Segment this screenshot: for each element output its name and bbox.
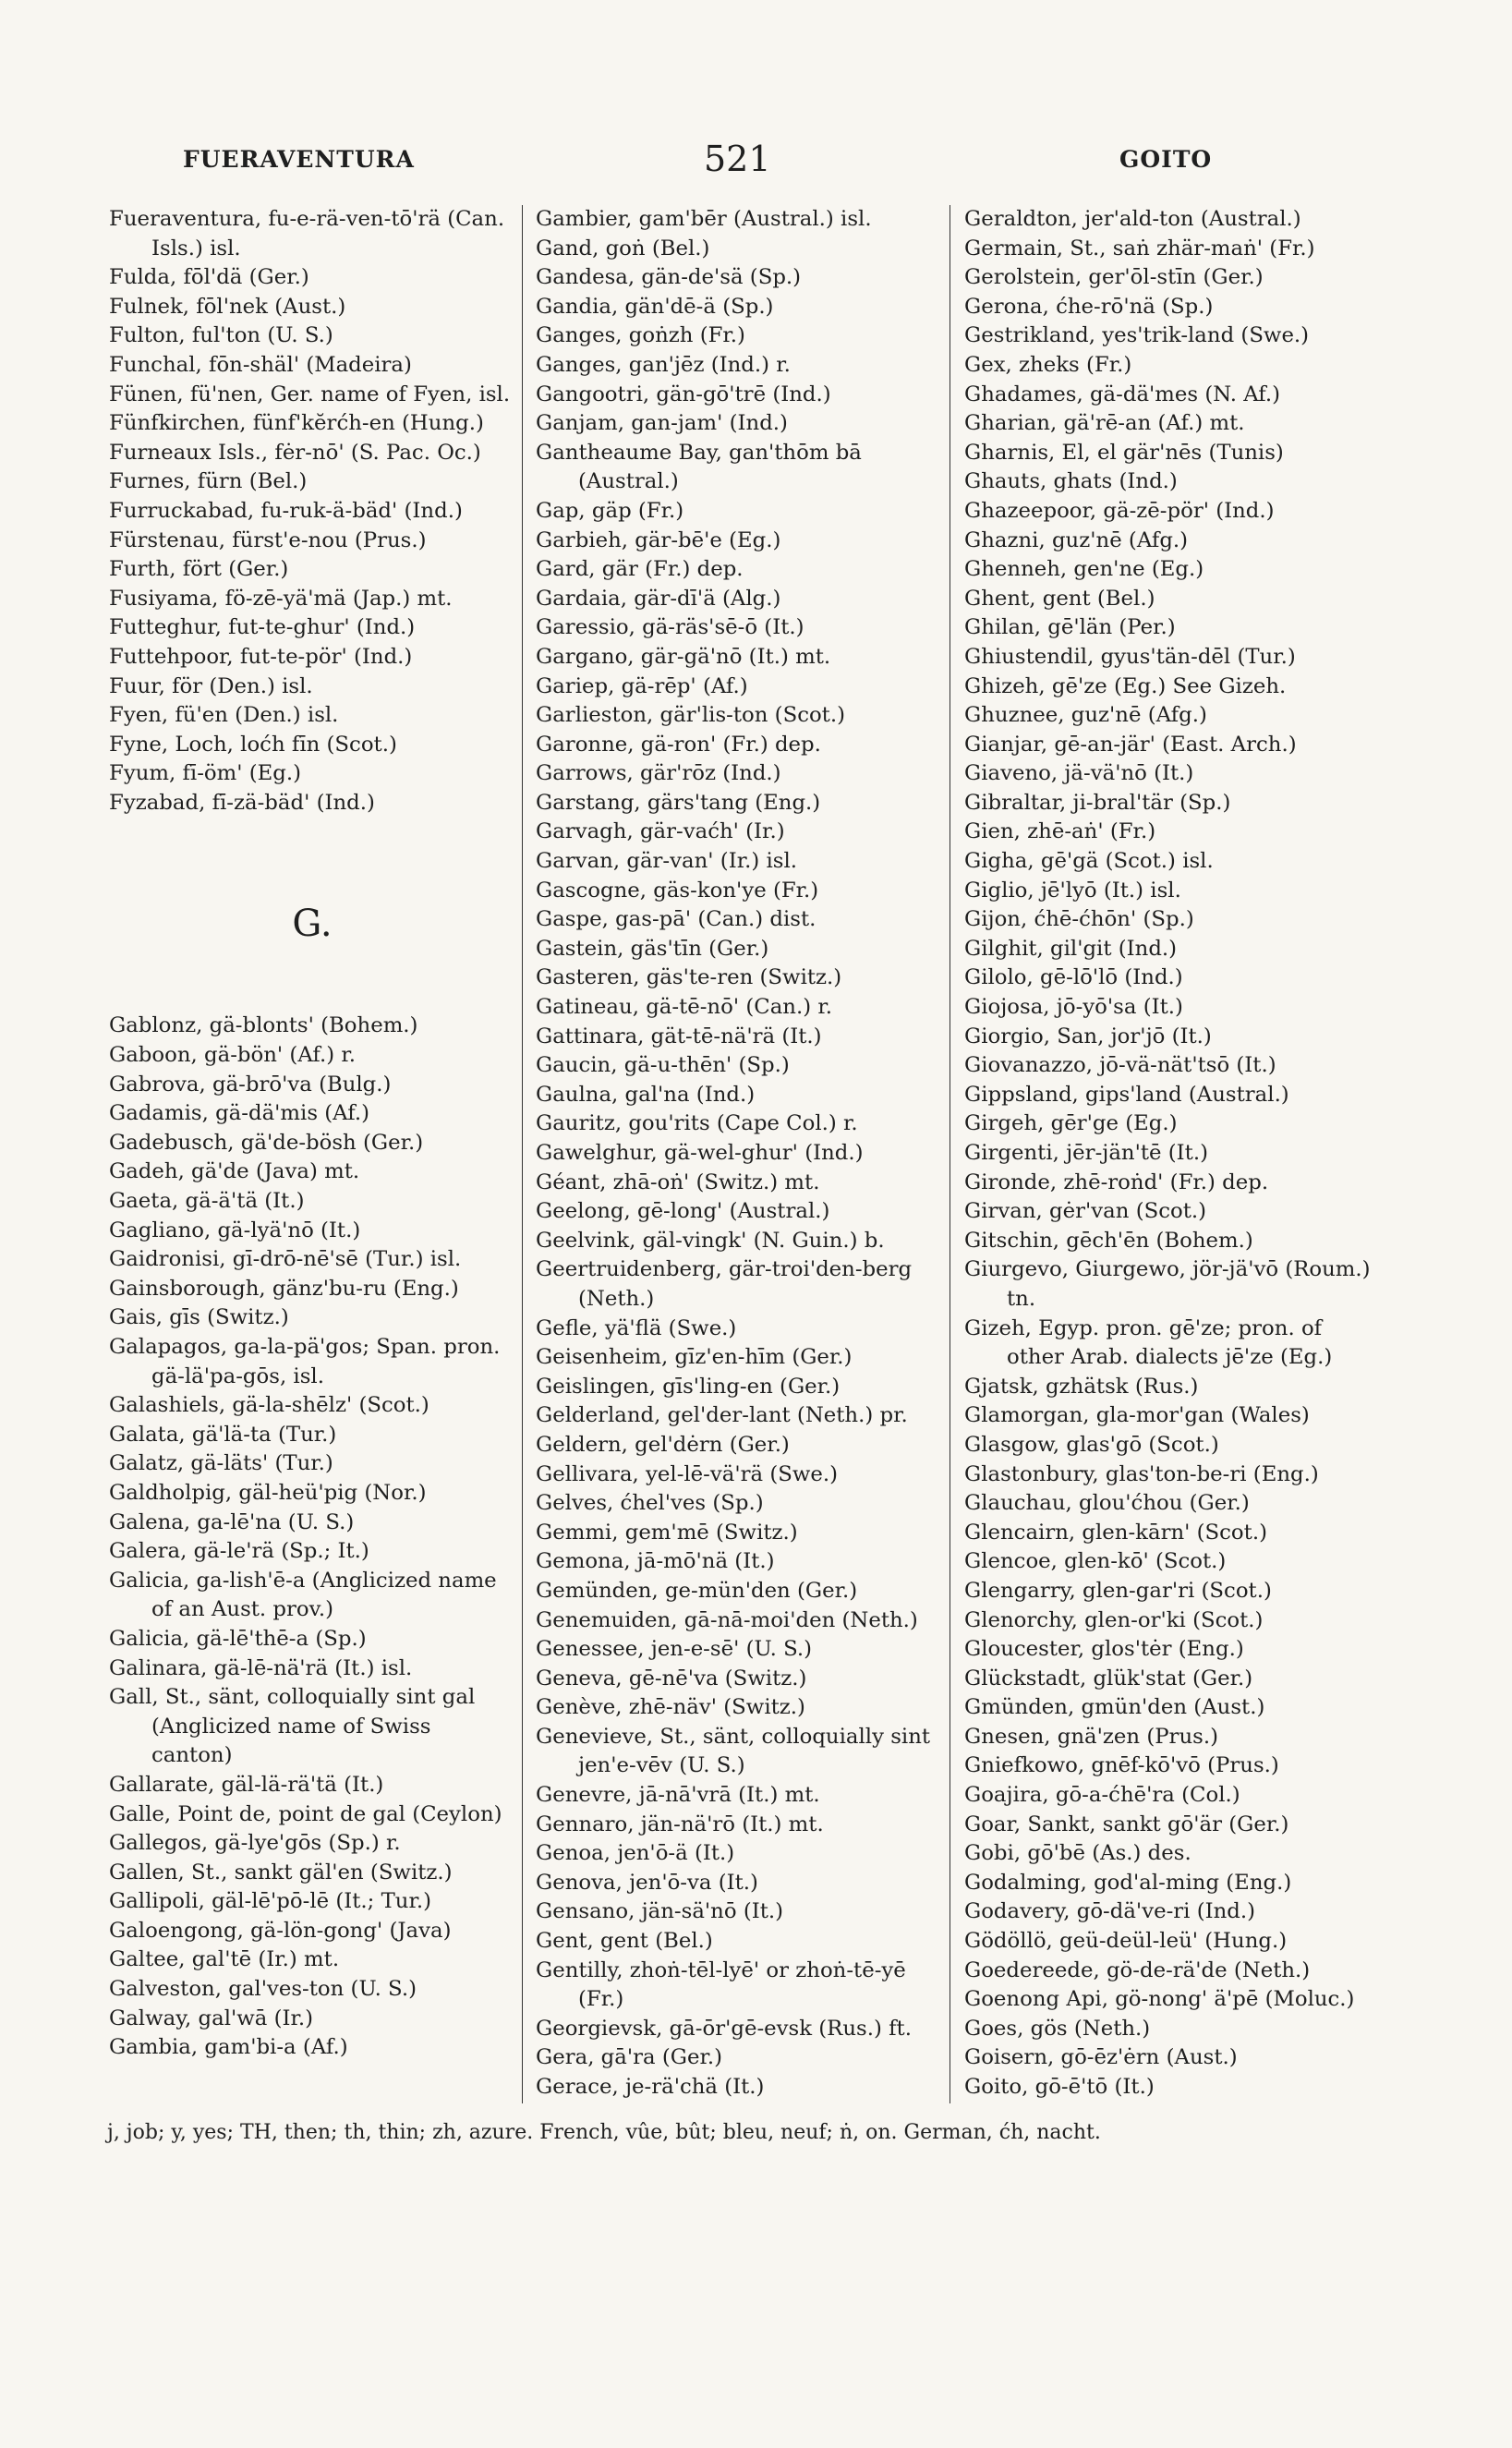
gazetteer-entry: Gargano, gär-gä'nō (It.) mt. (536, 644, 831, 669)
gazetteer-entry: Futteghur, fut-te-ghur' (Ind.) (109, 615, 416, 640)
gazetteer-entry: Fyne, Loch, loćh fīn (Scot.) (109, 732, 397, 757)
gazetteer-entry: Galveston, gal'ves-ton (U. S.) (109, 1977, 417, 2002)
gazetteer-entry: Genemuiden, gā-nā-moi'den (Neth.) (536, 1607, 918, 1632)
gazetteer-entry: Fuur, för (Den.) isl. (109, 673, 313, 698)
gazetteer-entry: Fulda, fōl'dä (Ger.) (109, 265, 309, 290)
gazetteer-entry: Gellivara, yel-lē-vä'rä (Swe.) (536, 1461, 839, 1486)
gazetteer-entry: Garessio, gä-räs'sē-ō (It.) (536, 615, 804, 640)
gazetteer-entry: Ghuznee, guz'nē (Afg.) (964, 703, 1207, 728)
gazetteer-entry: Fünfkirchen, fünf'kĕrćh-en (Hung.) (109, 411, 484, 436)
gazetteer-entry: Ghazeepoor, gä-zē-pör' (Ind.) (964, 498, 1275, 523)
gazetteer-entry: Gariep, gä-rēp' (Af.) (536, 673, 748, 698)
gazetteer-entry: Goito, gō-ē'tō (It.) (964, 2075, 1155, 2099)
gazetteer-entry: Giorgio, San, jor'jō (It.) (964, 1024, 1212, 1048)
gazetteer-entry: Geraldton, jer'ald-ton (Austral.) (964, 207, 1301, 231)
gazetteer-entry: Geertruidenberg, gär-troi'den-berg (Neth.) (536, 1257, 913, 1311)
gazetteer-entry: Gobi, gō'bē (As.) des. (964, 1841, 1191, 1866)
gazetteer-entry: Gitschin, gēch'ēn (Bohem.) (964, 1228, 1253, 1253)
gazetteer-entry: Fyum, fī-öm' (Eg.) (109, 761, 302, 786)
gazetteer-entry: Gödöllö, geü-deül-leü' (Hung.) (964, 1929, 1288, 1954)
gazetteer-entry: Ghent, gent (Bel.) (964, 586, 1155, 611)
gazetteer-entry: Geelong, gē-long' (Austral.) (536, 1199, 830, 1224)
gazetteer-entry: Gloucester, glos'tėr (Eng.) (964, 1637, 1244, 1662)
gazetteer-entry: Gilolo, gē-lō'lō (Ind.) (964, 965, 1183, 990)
gazetteer-entry: Gemünden, ge-mün'den (Ger.) (536, 1578, 858, 1603)
gazetteer-entry: Goedereede, gö-de-rä'de (Neth.) (964, 1957, 1311, 1982)
gazetteer-entry: Giaveno, jä-vä'nō (It.) (964, 761, 1194, 786)
page-number: 521 (704, 139, 771, 179)
gazetteer-entry: Gambia, gam'bi-a (Af.) (109, 2035, 348, 2060)
gazetteer-entry: Geisenheim, gīz'en-hīm (Ger.) (536, 1345, 853, 1370)
gazetteer-entry: Galatz, gä-läts' (Tur.) (109, 1451, 333, 1476)
pronunciation-key: j, job; y, yes; TH, then; th, thin; zh, azure. French, vûe, bût; bleu, neuf; ṅ, on. German, ćh, nacht. (107, 2121, 1101, 2144)
gazetteer-entry: Gent, gent (Bel.) (536, 1929, 713, 1954)
gazetteer-entry: Furruckabad, fu-ruk-ä-bäd' (Ind.) (109, 498, 463, 523)
gazetteer-entry: Gestrikland, yes'trik-land (Swe.) (964, 323, 1310, 348)
gazetteer-entry: Goenong Api, gö-nong' ä'pē (Moluc.) (964, 1987, 1355, 2012)
gazetteer-entry: Ghiustendil, gyus'tän-dēl (Tur.) (964, 644, 1296, 669)
gazetteer-entry: Gais, gīs (Switz.) (109, 1305, 289, 1330)
gazetteer-entry: Fürstenau, fürst'e-nou (Prus.) (109, 527, 427, 552)
gazetteer-entry: Gangootri, gän-gō'trē (Ind.) (536, 382, 831, 406)
gazetteer-entry: Gefle, yä'flä (Swe.) (536, 1315, 737, 1340)
gazetteer-entry: Glengarry, glen-gar'ri (Scot.) (964, 1578, 1272, 1603)
column-2 (536, 205, 942, 2103)
gazetteer-entry: Gemona, jā-mō'nä (It.) (536, 1549, 775, 1574)
gazetteer-entry: Gironde, zhē-roṅd' (Fr.) dep. (964, 1169, 1269, 1194)
gazetteer-entry: Glauchau, glou'ćhou (Ger.) (964, 1491, 1250, 1516)
gazetteer-entry: Garonne, gä-ron' (Fr.) dep. (536, 732, 821, 757)
page-header (0, 139, 1512, 183)
gazetteer-entry: Ganges, goṅzh (Fr.) (536, 323, 745, 348)
gazetteer-entry: Gerolstein, ger'ōl-stīn (Ger.) (964, 265, 1264, 290)
gazetteer-entry: Furth, fört (Ger.) (109, 557, 289, 582)
gazetteer-entry: Galata, gä'lä-ta (Tur.) (109, 1422, 337, 1447)
gazetteer-entry: Glencoe, glen-kō' (Scot.) (964, 1549, 1227, 1574)
gazetteer-entry: Funchal, fōn-shäl' (Madeira) (109, 352, 412, 377)
gazetteer-entry: Girgenti, jēr-jän'tē (It.) (964, 1141, 1208, 1165)
gazetteer-entry: Gigha, gē'gä (Scot.) isl. (964, 849, 1214, 874)
gazetteer-entry: Glückstadt, glük'stat (Ger.) (964, 1666, 1253, 1691)
gazetteer-entry: Galicia, gä-lē'thē-a (Sp.) (109, 1626, 367, 1651)
gazetteer-entry: Galinara, gä-lē-nä'rä (It.) isl. (109, 1655, 413, 1680)
gazetteer-entry: Gharnis, El, el gär'nēs (Tunis) (964, 440, 1284, 465)
gazetteer-entry: Galera, gä-le'rä (Sp.; It.) (109, 1539, 369, 1564)
gazetteer-entry: Ghenneh, gen'ne (Eg.) (964, 557, 1204, 582)
gazetteer-entry: Garlieston, gär'lis-ton (Scot.) (536, 703, 845, 728)
gazetteer-entry: Gilghit, gil'git (Ind.) (964, 936, 1178, 961)
gazetteer-entry: Galapagos, ga-la-pä'gos; Span. pron. gä-lä'pa-gōs, isl. (109, 1335, 501, 1388)
gazetteer-entry: Galdholpig, gäl-heü'pig (Nor.) (109, 1480, 427, 1505)
gazetteer-entry: Glasgow, glas'gō (Scot.) (964, 1432, 1219, 1457)
gazetteer-entry: Gippsland, gips'land (Austral.) (964, 1082, 1289, 1107)
gazetteer-entry: Gmünden, gmün'den (Aust.) (964, 1695, 1265, 1720)
gazetteer-entry: Goisern, gō-ēz'ėrn (Aust.) (964, 2045, 1238, 2070)
gazetteer-entry: Giglio, jē'lyō (It.) isl. (964, 878, 1181, 903)
gazetteer-entry: Giojosa, jō-yō'sa (It.) (964, 995, 1183, 1020)
gazetteer-entry: Gadeh, gä'de (Java) mt. (109, 1159, 360, 1184)
gazetteer-entry: Garrows, gär'rōz (Ind.) (536, 761, 781, 786)
gazetteer-entry: Gadamis, gä-dä'mis (Af.) (109, 1101, 369, 1126)
gazetteer-entry: Gallarate, gäl-lä-rä'tä (It.) (109, 1772, 384, 1797)
gazetteer-entry: Gniefkowo, gnēf-kō'vō (Prus.) (964, 1753, 1279, 1778)
gazetteer-entry: Genève, zhē-näv' (Switz.) (536, 1695, 805, 1720)
gazetteer-entry: Ghazni, guz'nē (Afg.) (964, 527, 1189, 552)
gazetteer-entry: Gattinara, gät-tē-nä'rä (It.) (536, 1024, 822, 1048)
section-letter: G. (292, 903, 333, 946)
gazetteer-entry: Glenorchy, glen-or'ki (Scot.) (964, 1607, 1264, 1632)
gazetteer-entry: Gallen, St., sankt gäl'en (Switz.) (109, 1860, 453, 1884)
gazetteer-entry: Gaboon, gä-bön' (Af.) r. (109, 1043, 357, 1068)
gazetteer-entry: Glastonbury, glas'ton-be-ri (Eng.) (964, 1461, 1319, 1486)
gazetteer-entry: Genevre, jā-nā'vrā (It.) mt. (536, 1783, 820, 1808)
gazetteer-entry: Gainsborough, gänz'bu-ru (Eng.) (109, 1276, 459, 1301)
gazetteer-entry: Fyen, fü'en (Den.) isl. (109, 703, 339, 728)
gazetteer-entry: Gharian, gä'rē-an (Af.) mt. (964, 411, 1245, 436)
gazetteer-entry: Galicia, ga-lish'ē-a (Anglicized name of an Aust. prov.) (109, 1568, 497, 1622)
gazetteer-entry: Goes, gös (Neth.) (964, 2016, 1151, 2041)
gazetteer-entry: Glencairn, glen-kārn' (Scot.) (964, 1520, 1267, 1545)
gazetteer-entry: Gex, zheks (Fr.) (964, 352, 1132, 377)
gazetteer-entry: Garstang, gärs'tang (Eng.) (536, 790, 821, 815)
gazetteer-entry: Ghadames, gä-dä'mes (N. Af.) (964, 382, 1281, 406)
gazetteer-entry: Gard, gär (Fr.) dep. (536, 557, 744, 582)
gazetteer-entry: Garbieh, gär-bē'e (Eg.) (536, 527, 781, 552)
gazetteer-entry: Gadebusch, gä'de-bösh (Ger.) (109, 1130, 424, 1155)
gazetteer-entry: Goajira, gō-a-ćhē'ra (Col.) (964, 1783, 1240, 1808)
gazetteer-entry: Gambier, gam'bēr (Austral.) isl. (536, 207, 872, 231)
gazetteer-entry: Genessee, jen-e-sē' (U. S.) (536, 1637, 813, 1662)
gazetteer-entry: Galoengong, gä-lön-gong' (Java) (109, 1918, 452, 1943)
header-first-entry: FUERAVENTURA (183, 146, 415, 173)
gazetteer-entry: Gagliano, gä-lyä'nō (It.) (109, 1218, 361, 1242)
gazetteer-entry: Galashiels, gä-la-shēlz' (Scot.) (109, 1393, 429, 1418)
gazetteer-entry: Geneva, gē-nē'va (Switz.) (536, 1666, 807, 1691)
gazetteer-entry: Ghauts, ghats (Ind.) (964, 469, 1178, 494)
gazetteer-entry: Galtee, gal'tē (Ir.) mt. (109, 1947, 340, 1972)
gazetteer-entry: Gandia, gän'dē-ä (Sp.) (536, 294, 774, 319)
gazetteer-entry: Garvagh, gär-vaćh' (Ir.) (536, 819, 785, 844)
gazetteer-entry: Godavery, gō-dä've-ri (Ind.) (964, 1899, 1256, 1924)
gazetteer-entry: Gianjar, gē-an-jär' (East. Arch.) (964, 732, 1297, 757)
gazetteer-entry: Girgeh, gēr'ge (Eg.) (964, 1111, 1178, 1136)
gazetteer-entry: Fusiyama, fö-zē-yä'mä (Jap.) mt. (109, 586, 453, 611)
gazetteer-entry: Gera, gā'ra (Ger.) (536, 2045, 722, 2070)
gazetteer-entry: Genoa, jen'ō-ä (It.) (536, 1841, 735, 1866)
gazetteer-entry: Gauritz, gou'rits (Cape Col.) r. (536, 1111, 858, 1136)
gazetteer-entry: Gaucin, gä-u-thēn' (Sp.) (536, 1053, 790, 1078)
gazetteer-entry: Gaspe, gas-pā' (Can.) dist. (536, 907, 816, 932)
gazetteer-entry: Gizeh, Egyp. pron. gē'ze; pron. of other Arab. dialects jē'ze (Eg.) (964, 1315, 1333, 1370)
gazetteer-entry: Genevieve, St., sänt, colloquially sint jen'e-vēv (U. S.) (536, 1724, 931, 1778)
gazetteer-entry: Gerace, je-rä'chä (It.) (536, 2075, 765, 2099)
gazetteer-entry: Gaeta, gä-ä'tä (It.) (109, 1189, 305, 1214)
gazetteer-entry: Gensano, jän-sä'nō (It.) (536, 1899, 784, 1924)
gazetteer-entry: Gall, St., sänt, colloquially sint gal (Anglicized name of Swiss canton) (109, 1685, 476, 1768)
gazetteer-entry: Gawelghur, gä-wel-ghur' (Ind.) (536, 1141, 864, 1165)
gazetteer-entry: Girvan, gėr'van (Scot.) (964, 1199, 1206, 1224)
gazetteer-entry: Gerona, ćhe-rō'nä (Sp.) (964, 294, 1214, 319)
column-divider (522, 205, 523, 2103)
gazetteer-entry: Giurgevo, Giurgewo, jör-jä'vō (Roum.) tn. (964, 1257, 1371, 1311)
gazetteer-entry: Gnesen, gnä'zen (Prus.) (964, 1724, 1218, 1749)
gazetteer-entry: Fulnek, fōl'nek (Aust.) (109, 294, 346, 319)
gazetteer-entry: Galle, Point de, point de gal (Ceylon) (109, 1801, 502, 1826)
gazetteer-entry: Fünen, fü'nen, Ger. name of Fyen, isl. (109, 382, 511, 406)
gazetteer-entry: Gasteren, gäs'te-ren (Switz.) (536, 965, 842, 990)
gazetteer-entry: Gablonz, gä-blonts' (Bohem.) (109, 1013, 418, 1038)
header-last-entry: GOITO (1119, 146, 1213, 173)
gazetteer-entry: Gandesa, gän-de'sä (Sp.) (536, 265, 802, 290)
gazetteer-entry: Godalming, god'al-ming (Eng.) (964, 1870, 1292, 1895)
gazetteer-entry: Furneaux Isls., fėr-nō' (S. Pac. Oc.) (109, 440, 481, 465)
gazetteer-entry: Gascogne, gäs-kon'ye (Fr.) (536, 878, 819, 903)
gazetteer-entry: Gelderland, gel'der-lant (Neth.) pr. (536, 1403, 908, 1428)
gazetteer-entry: Gaidronisi, gī-drō-nē'sē (Tur.) isl. (109, 1247, 462, 1272)
gazetteer-entry: Galway, gal'wā (Ir.) (109, 2006, 314, 2030)
gazetteer-entry: Gap, gäp (Fr.) (536, 498, 684, 523)
gazetteer-entry: Gantheaume Bay, gan'thōm bā (Austral.) (536, 440, 862, 494)
gazetteer-entry: Ghilan, gē'län (Per.) (964, 615, 1176, 640)
gazetteer-entry: Gentilly, zhoṅ-tēl-lyē' or zhoṅ-tē-yē (Fr.) (536, 1957, 906, 2012)
gazetteer-entry: Gardaia, gär-dī'ä (Alg.) (536, 586, 781, 611)
gazetteer-entry: Goar, Sankt, sankt gō'är (Ger.) (964, 1812, 1289, 1836)
gazetteer-entry: Fulton, ful'ton (U. S.) (109, 323, 333, 348)
gazetteer-entry: Geldern, gel'dėrn (Ger.) (536, 1432, 790, 1457)
gazetteer-entry: Gatineau, gä-tē-nō' (Can.) r. (536, 995, 832, 1020)
gazetteer-entry: Fueraventura, fu-e-rä-ven-tō'rä (Can. Isls.) isl. (109, 207, 505, 261)
gazetteer-entry: Gien, zhē-aṅ' (Fr.) (964, 819, 1156, 844)
gazetteer-entry: Geelvink, gäl-vingk' (N. Guin.) b. (536, 1228, 885, 1253)
column-1 (109, 205, 515, 2063)
gazetteer-entry: Galena, ga-lē'na (U. S.) (109, 1509, 355, 1534)
gazetteer-entry: Genova, jen'ō-va (It.) (536, 1870, 758, 1895)
gazetteer-entry: Germain, St., saṅ zhär-maṅ' (Fr.) (964, 236, 1315, 261)
gazetteer-entry: Gjatsk, gzhätsk (Rus.) (964, 1374, 1199, 1399)
gazetteer-entry: Giovanazzo, jō-vä-nät'tsō (It.) (964, 1053, 1276, 1078)
gazetteer-entry: Gibraltar, ji-bral'tär (Sp.) (964, 790, 1231, 815)
gazetteer-entry: Futtehpoor, fut-te-pör' (Ind.) (109, 644, 413, 669)
gazetteer-entry: Gabrova, gä-brō'va (Bulg.) (109, 1072, 392, 1097)
gazetteer-entry: Garvan, gär-van' (Ir.) isl. (536, 849, 798, 874)
gazetteer-entry: Géant, zhā-oṅ' (Switz.) mt. (536, 1169, 820, 1194)
gazetteer-entry: Fyzabad, fī-zä-bäd' (Ind.) (109, 790, 375, 815)
gazetteer-entry: Gallipoli, gäl-lē'pō-lē (It.; Tur.) (109, 1889, 431, 1914)
gazetteer-entry: Gand, goṅ (Bel.) (536, 236, 710, 261)
gazetteer-entry: Gastein, gäs'tīn (Ger.) (536, 936, 769, 961)
gazetteer-entry: Glamorgan, gla-mor'gan (Wales) (964, 1403, 1310, 1428)
gazetteer-entry: Gennaro, jän-nä'rō (It.) mt. (536, 1812, 824, 1836)
gazetteer-entry: Geislingen, gīs'ling-en (Ger.) (536, 1374, 841, 1399)
gazetteer-entry: Gelves, ćhel'ves (Sp.) (536, 1491, 764, 1516)
gazetteer-entry: Gaulna, gal'na (Ind.) (536, 1082, 756, 1107)
gazetteer-entry: Ganges, gan'jēz (Ind.) r. (536, 352, 791, 377)
gazetteer-entry: Gemmi, gem'mē (Switz.) (536, 1520, 798, 1545)
gazetteer-entry: Gijon, ćhē-ćhōn' (Sp.) (964, 907, 1194, 932)
column-3 (964, 205, 1371, 2103)
gazetteer-entry: Furnes, fürn (Bel.) (109, 469, 308, 494)
gazetteer-entry: Ghizeh, gē'ze (Eg.) See Gizeh. (964, 673, 1287, 698)
gazetteer-entry: Ganjam, gan-jam' (Ind.) (536, 411, 788, 436)
gazetteer-entry: Georgievsk, gā-ōr'gē-evsk (Rus.) ft. (536, 2016, 912, 2041)
gazetteer-entry: Gallegos, gä-lye'gōs (Sp.) r. (109, 1831, 401, 1856)
